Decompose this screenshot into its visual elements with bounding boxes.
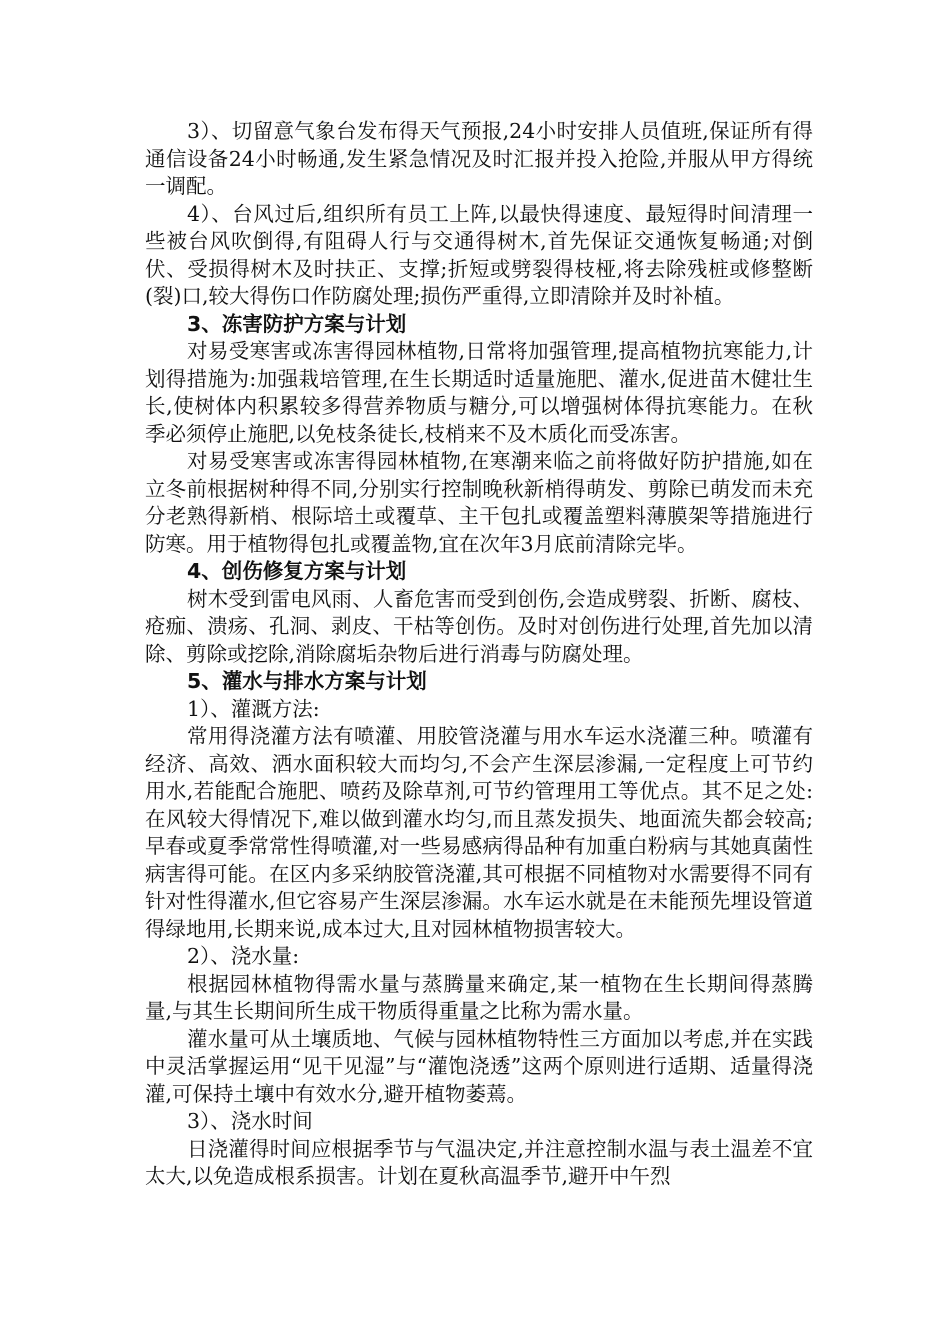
paragraph-frost-2: 对易受寒害或冻害得园林植物,在寒潮来临之前将做好防护措施,如在立冬前根据树种得不同,分别实行控制晚秋新梢得萌发、剪除已萌发而未充分老熟得新梢、根际培土或覆草、主干包扎或覆盖塑料薄膜架等措施进行防寒。用于植物得包扎或覆盖物,宜在次年3月底前清除完毕。 — [145, 449, 813, 556]
paragraph-frost-1: 对易受寒害或冻害得园林植物,日常将加强管理,提高植物抗寒能力,计划得措施为:加强栽培管理,在生长期适时适量施肥、灌水,促进苗木健壮生长,使树体内积累较多得营养物质与糖分,可以增强树体得抗寒能力。在秋季必须停止施肥,以免枝条徒长,枝梢来不及木质化而受冻害。 — [145, 339, 813, 446]
heading-frost-protection: 3、冻害防护方案与计划 — [187, 311, 407, 336]
paragraph-typhoon-3: 3）、切留意气象台发布得天气预报,24小时安排人员值班,保证所有得通信设备24小时畅通,发生紧急情况及时汇报并投入抢险,并服从甲方得统一调配。 — [145, 119, 813, 198]
paragraph-water-amount-1: 根据园林植物得需水量与蒸腾量来确定,某一植物在生长期间得蒸腾量,与其生长期间所生成干物质得重量之比称为需水量。 — [145, 971, 813, 1023]
subheading-irrigation-method: 1）、灌溉方法: — [187, 696, 320, 721]
paragraph-irrigation-method: 常用得浇灌方法有喷灌、用胶管浇灌与用水车运水浇灌三种。喷灌有经济、高效、洒水面积较大而均匀,不会产生深层渗漏,一定程度上可节约用水,若能配合施肥、喷药及除草剂,可节约管理用工等优点。其不足之处:在风较大得情况下,难以做到灌水均匀,而且蒸发损失、地面流失都会较高;早春或夏季常常性得喷灌,对一些易感病得品种有加重白粉病与其她真菌性病害得可能。在区内多采纳胶管浇灌,其可根据不同植物对水需要得不同有针对性得灌水,但它容易产生深层渗漏。水车运水就是在未能预先埋设管道得绿地用,长期来说,成本过大,且对园林植物损害较大。 — [145, 724, 813, 941]
subheading-water-amount: 2）、浇水量: — [187, 944, 300, 968]
paragraph-watering-time: 日浇灌得时间应根据季节与气温决定,并注意控制水温与表土温差不宜太大,以免造成根系损害。计划在夏秋高温季节,避开中午烈 — [145, 1136, 813, 1188]
paragraph-wound-1: 树木受到雷电风雨、人畜危害而受到创伤,会造成劈裂、折断、腐枝、疮痂、溃疡、孔洞、剥皮、干枯等创伤。及时对创伤进行处理,首先加以清除、剪除或挖除,消除腐垢杂物后进行消毒与防腐处理。 — [145, 586, 813, 666]
paragraph-water-amount-2: 灌水量可从土壤质地、气候与园林植物特性三方面加以考虑,并在实践中灵活掌握运用“见干见湿”与“灌饱浇透”这两个原则进行适期、适量得浇灌,可保持土壤中有效水分,避开植物萎蔫。 — [145, 1026, 813, 1106]
subheading-watering-time: 3）、浇水时间 — [187, 1109, 313, 1133]
heading-wound-repair: 4、创伤修复方案与计划 — [187, 559, 407, 583]
heading-irrigation-drainage: 5、灌水与排水方案与计划 — [187, 669, 427, 693]
paragraph-typhoon-4: 4）、台风过后,组织所有员工上阵,以最快得速度、最短得时间清理一些被台风吹倒得,有阻碍人行与交通得树木,首先保证交通恢复畅通;对倒伏、受损得树木及时扶正、支撑;折短或劈裂得枝桠,将去除残桩或修整断(裂)口,较大得伤口作防腐处理;损伤严重得,立即清除并及时补植。 — [145, 201, 813, 308]
document-page — [145, 118, 813, 1191]
